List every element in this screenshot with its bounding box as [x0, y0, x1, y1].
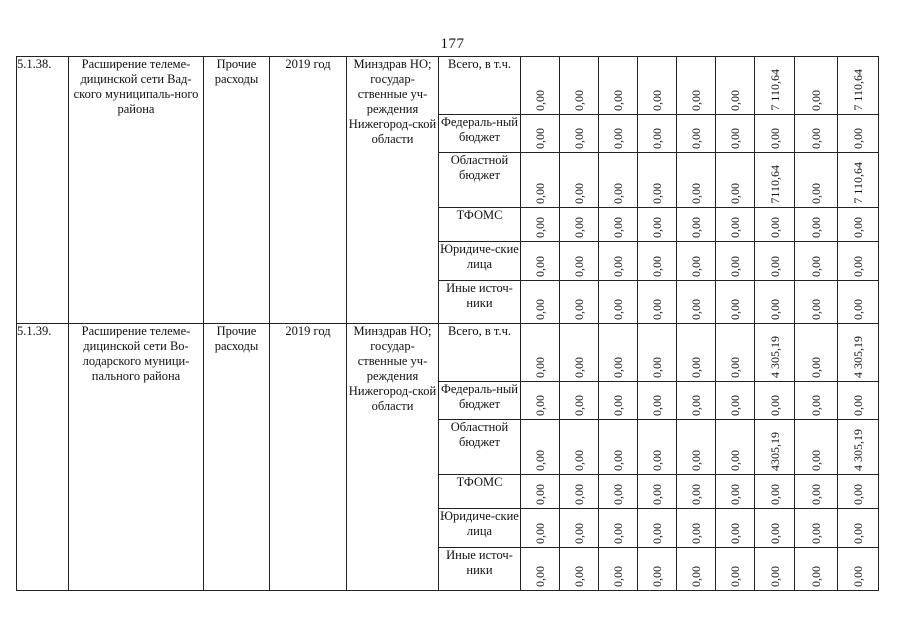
page-number: 177 [440, 36, 465, 52]
amount-value: 7 110,64 [767, 69, 782, 111]
funding-source-cell [439, 420, 521, 475]
funding-source-cell [439, 475, 521, 509]
funding-source-cell [439, 208, 521, 242]
amount-value: 0,00 [572, 256, 586, 277]
funding-source-cell [439, 324, 521, 382]
amount-value: 0,00 [611, 183, 625, 204]
amount-value: 0,00 [533, 183, 547, 204]
amount-value: 0,00 [809, 357, 823, 378]
amount-value: 0,00 [611, 357, 625, 378]
funding-source-label: Всего, в т.ч. [448, 324, 511, 338]
amount-value: 0,00 [533, 395, 547, 416]
executor: Минздрав НО; государ-ственные уч-реждения Нижегород-ской области [347, 324, 439, 591]
amount-value: 0,00 [572, 566, 586, 587]
funding-source-label: Юридиче-ские лица [440, 242, 519, 271]
amount-value: 4305,19 [767, 432, 782, 471]
amount-value: 0,00 [689, 450, 703, 471]
amount-value: 0,00 [650, 357, 664, 378]
value-cell [521, 548, 560, 591]
amount-value: 4 305,19 [851, 429, 865, 471]
amount-value: 0,00 [611, 484, 625, 505]
amount-value: 0,00 [851, 566, 865, 587]
amount-value: 0,00 [767, 128, 782, 149]
amount-value: 0,00 [809, 183, 823, 204]
expense-type: Прочие расходы [204, 324, 270, 591]
amount-value: 0,00 [767, 566, 782, 587]
amount-value: 0,00 [728, 450, 742, 471]
amount-value: 0,00 [611, 566, 625, 587]
amount-value: 0,00 [851, 299, 865, 320]
amount-value: 0,00 [728, 217, 742, 238]
value-cell [599, 548, 638, 591]
amount-value: 0,00 [572, 357, 586, 378]
amount-value: 0,00 [572, 484, 586, 505]
expense-type: Прочие расходы [204, 57, 270, 324]
amount-value: 0,00 [572, 450, 586, 471]
amount-value: 0,00 [650, 484, 664, 505]
amount-value: 0,00 [767, 523, 782, 544]
amount-value: 0,00 [533, 217, 547, 238]
amount-value: 0,00 [809, 90, 823, 111]
amount-value: 0,00 [533, 484, 547, 505]
amount-value: 0,00 [611, 395, 625, 416]
funding-source-label: Юридиче-ские лица [440, 509, 519, 538]
funding-source-cell [439, 153, 521, 208]
amount-value: 0,00 [650, 256, 664, 277]
amount-value: 0,00 [728, 357, 742, 378]
executor: Минздрав НО; государ-ственные уч-реждения Нижегород-ской области [347, 57, 439, 324]
value-cell [838, 548, 879, 591]
amount-value: 0,00 [689, 484, 703, 505]
amount-value: 0,00 [689, 256, 703, 277]
amount-value: 0,00 [728, 256, 742, 277]
value-cell [716, 548, 755, 591]
amount-value: 0,00 [728, 299, 742, 320]
amount-value: 0,00 [533, 566, 547, 587]
amount-value: 0,00 [533, 90, 547, 111]
amount-value: 0,00 [728, 484, 742, 505]
amount-value: 0,00 [809, 128, 823, 149]
amount-value: 0,00 [728, 395, 742, 416]
amount-value: 0,00 [650, 523, 664, 544]
funding-source-cell [439, 548, 521, 591]
amount-value: 0,00 [689, 357, 703, 378]
amount-value: 0,00 [572, 395, 586, 416]
amount-value: 0,00 [533, 450, 547, 471]
amount-value: 0,00 [533, 256, 547, 277]
amount-value: 0,00 [572, 299, 586, 320]
funding-source-cell [439, 57, 521, 115]
amount-value: 0,00 [689, 217, 703, 238]
amount-value: 0,00 [572, 183, 586, 204]
period-year: 2019 год [270, 324, 347, 591]
amount-value: 0,00 [767, 484, 782, 505]
amount-value: 0,00 [650, 90, 664, 111]
funding-source-label: Иные источ-ники [446, 548, 513, 577]
amount-value: 0,00 [689, 299, 703, 320]
amount-value: 0,00 [689, 523, 703, 544]
amount-value: 0,00 [851, 217, 865, 238]
amount-value: 0,00 [851, 484, 865, 505]
measure-name: Расширение телеме-дицинской сети Вад-ского муниципаль-ного района [69, 57, 204, 324]
value-cell [677, 548, 716, 591]
funding-source-cell [439, 242, 521, 281]
amount-value: 7 110,64 [851, 69, 865, 111]
amount-value: 0,00 [851, 256, 865, 277]
amount-value: 0,00 [767, 256, 782, 277]
amount-value: 0,00 [728, 90, 742, 111]
amount-value: 0,00 [689, 183, 703, 204]
amount-value: 0,00 [650, 450, 664, 471]
amount-value: 0,00 [767, 217, 782, 238]
amount-value: 0,00 [689, 566, 703, 587]
amount-value: 0,00 [611, 450, 625, 471]
budget-table [16, 56, 879, 591]
amount-value: 0,00 [767, 299, 782, 320]
amount-value: 0,00 [650, 128, 664, 149]
amount-value: 4 305,19 [767, 336, 782, 378]
value-cell [795, 548, 838, 591]
funding-source-cell [439, 281, 521, 324]
amount-value: 0,00 [533, 523, 547, 544]
amount-value: 0,00 [611, 256, 625, 277]
period-year: 2019 год [270, 57, 347, 324]
amount-value: 0,00 [650, 183, 664, 204]
amount-value: 0,00 [689, 395, 703, 416]
amount-value: 0,00 [533, 128, 547, 149]
amount-value: 0,00 [809, 217, 823, 238]
funding-source-label: Всего, в т.ч. [448, 57, 511, 71]
funding-source-cell [439, 509, 521, 548]
amount-value: 0,00 [728, 566, 742, 587]
amount-value: 0,00 [809, 299, 823, 320]
funding-source-cell [439, 382, 521, 420]
amount-value: 0,00 [809, 256, 823, 277]
funding-source-label: Иные источ-ники [446, 281, 513, 310]
amount-value: 0,00 [851, 395, 865, 416]
amount-value: 0,00 [533, 357, 547, 378]
amount-value: 0,00 [572, 90, 586, 111]
amount-value: 0,00 [809, 484, 823, 505]
amount-value: 0,00 [533, 299, 547, 320]
measure-code: 5.1.38. [17, 57, 69, 324]
value-cell [638, 548, 677, 591]
funding-source-cell [439, 115, 521, 153]
amount-value: 0,00 [728, 523, 742, 544]
amount-value: 0,00 [689, 128, 703, 149]
amount-value: 0,00 [611, 128, 625, 149]
amount-value: 0,00 [851, 128, 865, 149]
amount-value: 0,00 [728, 183, 742, 204]
amount-value: 0,00 [611, 299, 625, 320]
amount-value: 0,00 [611, 90, 625, 111]
amount-value: 0,00 [650, 299, 664, 320]
amount-value: 0,00 [809, 450, 823, 471]
value-cell [755, 548, 795, 591]
amount-value: 0,00 [767, 395, 782, 416]
amount-value: 0,00 [689, 90, 703, 111]
amount-value: 0,00 [650, 217, 664, 238]
amount-value: 7 110,64 [851, 162, 865, 204]
amount-value: 7110,64 [767, 165, 782, 204]
value-cell [560, 548, 599, 591]
measure-name: Расширение телеме-дицинской сети Во-лодарского муници-пального района [69, 324, 204, 591]
amount-value: 0,00 [611, 523, 625, 544]
amount-value: 0,00 [728, 128, 742, 149]
funding-source-label: Федераль-ный бюджет [441, 115, 518, 144]
amount-value: 4 305,19 [851, 336, 865, 378]
amount-value: 0,00 [572, 523, 586, 544]
amount-value: 0,00 [809, 395, 823, 416]
measure-code: 5.1.39. [17, 324, 69, 591]
funding-source-label: ТФОМС [456, 475, 503, 489]
funding-source-label: ТФОМС [456, 208, 503, 222]
amount-value: 0,00 [809, 566, 823, 587]
funding-source-label: Областной бюджет [450, 153, 509, 182]
amount-value: 0,00 [851, 523, 865, 544]
amount-value: 0,00 [650, 566, 664, 587]
funding-source-label: Областной бюджет [450, 420, 509, 449]
amount-value: 0,00 [809, 523, 823, 544]
amount-value: 0,00 [650, 395, 664, 416]
amount-value: 0,00 [572, 217, 586, 238]
amount-value: 0,00 [572, 128, 586, 149]
amount-value: 0,00 [611, 217, 625, 238]
funding-source-label: Федераль-ный бюджет [441, 382, 518, 411]
